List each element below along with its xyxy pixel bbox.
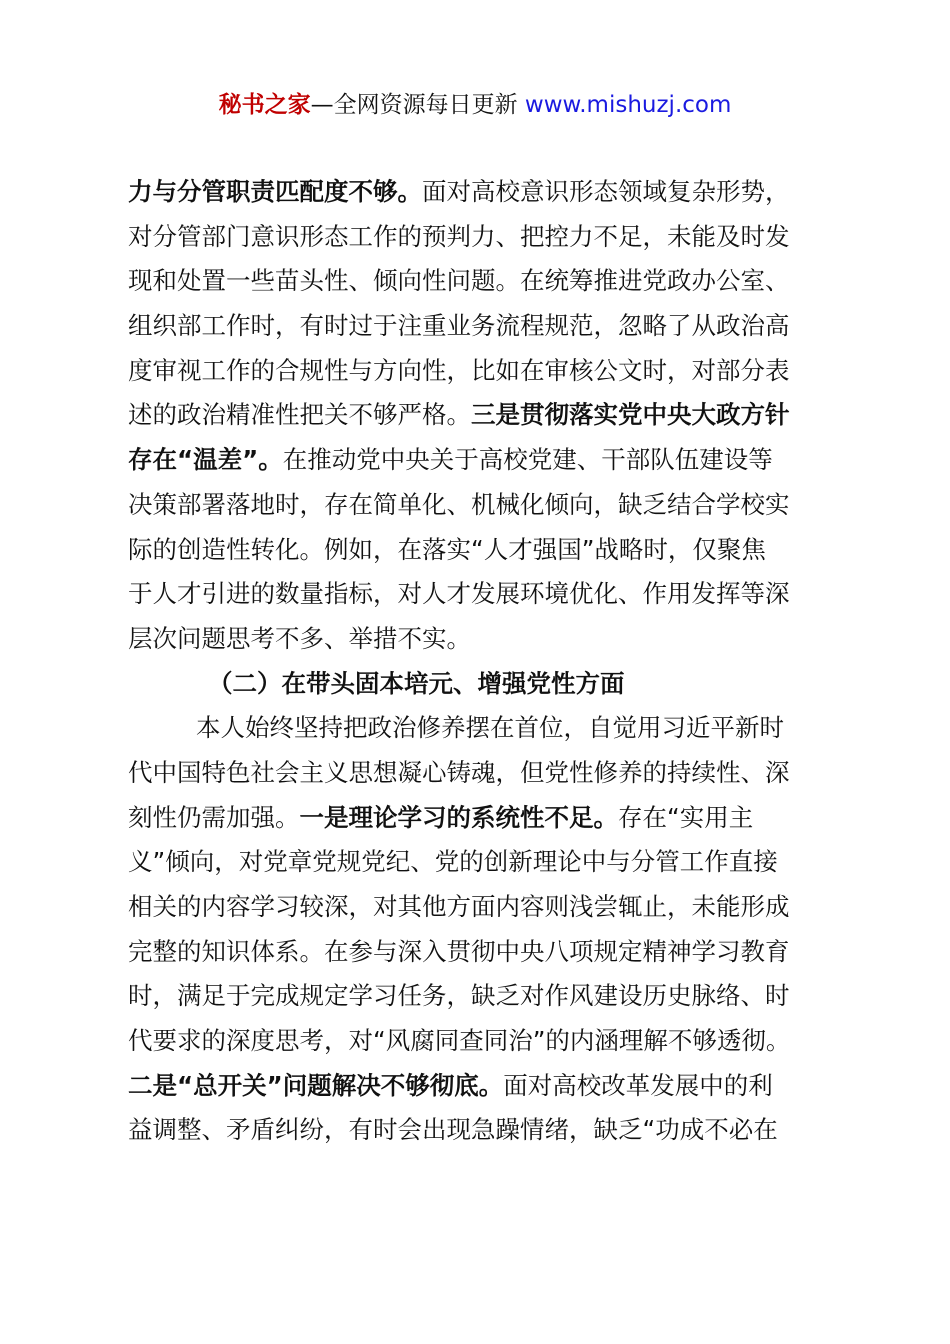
text-line xyxy=(128,706,838,751)
text-line xyxy=(128,840,838,885)
bold-text-span: 二是“总开关”问题解决不够彻底。 xyxy=(128,1070,504,1100)
text-span: 度审视工作的合规性与方向性，比如在审核公文时，对部分表 xyxy=(128,355,790,385)
text-span: 益调整、矛盾纠纷，有时会出现急躁情绪，缺乏“功成不必在 xyxy=(128,1115,778,1145)
site-header xyxy=(0,88,950,122)
text-line xyxy=(128,885,838,930)
text-span: 代要求的深度思考，对“风腐同查同治”的内涵理解不够透彻。 xyxy=(128,1026,791,1056)
text-span: 层次问题思考不多、举措不实。 xyxy=(128,623,471,653)
bold-text-span: 三是贯彻落实党中央大政方针 xyxy=(471,400,790,430)
text-line xyxy=(128,1019,838,1064)
bold-text-span: （二）在带头固本培元、增强党性方面 xyxy=(208,668,625,698)
text-line xyxy=(128,259,838,304)
text-span: 面对高校改革发展中的利 xyxy=(503,1070,773,1100)
bold-text-span: 存在“温差”。 xyxy=(128,445,283,475)
document-body xyxy=(128,170,838,1153)
text-span: 述的政治精准性把关不够严格。 xyxy=(128,400,471,430)
brand-name: 秘书之家 xyxy=(218,92,311,118)
text-line xyxy=(128,393,838,438)
site-url-link[interactable]: www.mishuzj.com xyxy=(524,92,732,118)
text-span: 刻性仍需加强。 xyxy=(128,802,300,832)
text-span: 相关的内容学习较深，对其他方面内容则浅尝辄止，未能形成 xyxy=(128,892,790,921)
text-span: 存在“实用主 xyxy=(618,802,754,832)
text-line xyxy=(128,930,838,975)
text-span: 代中国特色社会主义思想凝心铸魂，但党性修养的持续性、深 xyxy=(128,757,790,787)
text-span: 时，满足于完成规定学习任务，缺乏对作风建设历史脉络、时 xyxy=(128,981,790,1011)
text-line xyxy=(128,215,838,260)
text-span: 本人始终坚持把政治修养摆在首位，自觉用习近平新时 xyxy=(196,713,784,743)
text-line xyxy=(128,1064,838,1109)
text-line xyxy=(128,796,838,841)
bold-text-span: 力与分管职责匹配度不够。 xyxy=(128,177,422,206)
text-line xyxy=(128,572,838,617)
text-line xyxy=(128,528,838,573)
text-line xyxy=(128,304,838,349)
text-span: 完整的知识体系。在参与深入贯彻中央八项规定精神学习教育 xyxy=(128,936,790,966)
text-line xyxy=(128,349,838,394)
text-span: 组织部工作时，有时过于注重业务流程规范，忽略了从政治高 xyxy=(128,311,790,341)
bold-text-span: 一是理论学习的系统性不足。 xyxy=(299,802,618,832)
text-span: 现和处置一些苗头性、倾向性问题。在统筹推进党政办公室、 xyxy=(128,266,790,296)
text-span: 面对高校意识形态领域复杂形势， xyxy=(422,177,790,206)
text-span: 在推动党中央关于高校党建、干部队伍建设等 xyxy=(282,445,773,475)
text-span: 决策部署落地时，存在简单化、机械化倾向，缺乏结合学校实 xyxy=(128,489,790,519)
text-line xyxy=(128,617,838,662)
text-span: 于人才引进的数量指标，对人才发展环境优化、作用发挥等深 xyxy=(128,579,790,609)
text-line xyxy=(128,974,838,1019)
text-line xyxy=(128,438,838,483)
text-span: 际的创造性转化。例如，在落实“人才强国”战略时，仅聚焦 xyxy=(128,534,766,564)
text-span: 对分管部门意识形态工作的预判力、把控力不足，未能及时发 xyxy=(128,221,790,251)
text-span: 义”倾向，对党章党规党纪、党的创新理论中与分管工作直接 xyxy=(128,847,778,877)
section-heading xyxy=(128,662,838,707)
text-line xyxy=(128,1108,838,1153)
text-line xyxy=(128,483,838,528)
text-line xyxy=(128,751,838,796)
text-line xyxy=(128,170,838,215)
header-tagline: —全网资源每日更新 xyxy=(310,92,525,118)
